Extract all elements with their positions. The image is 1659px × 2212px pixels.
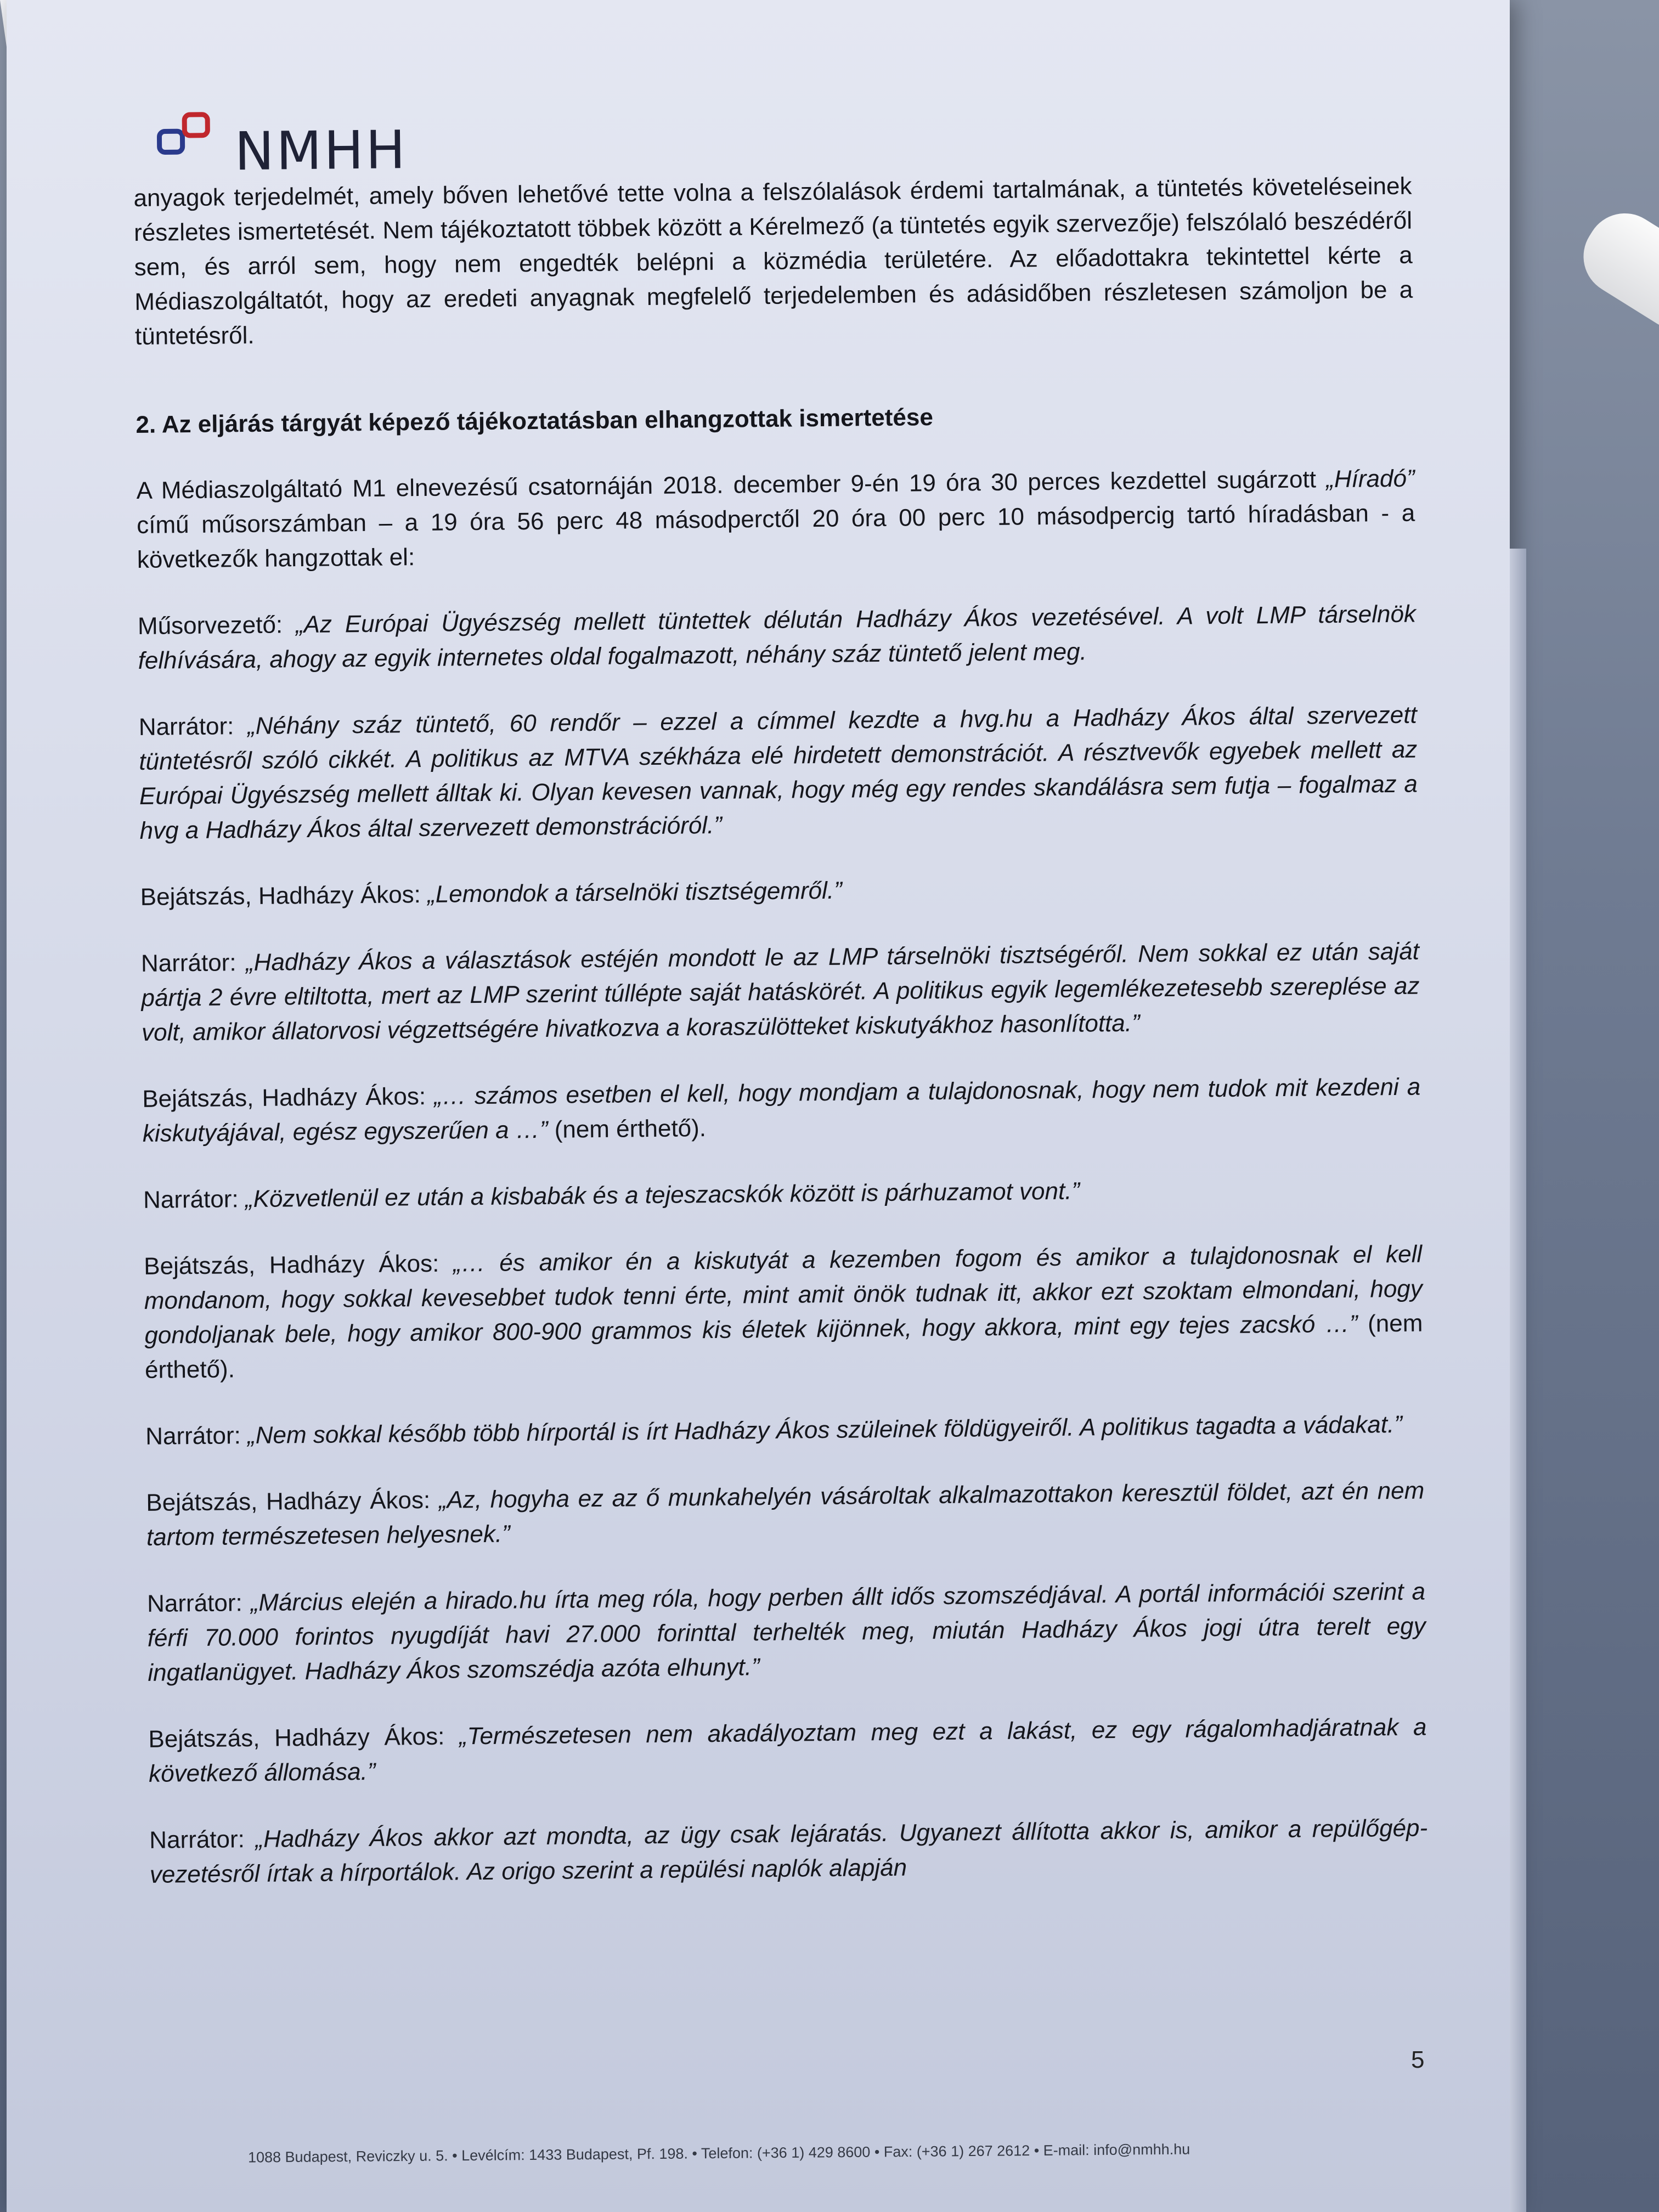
transcript-block	[141, 934, 1420, 1050]
nmhh-logo	[155, 98, 1412, 183]
speaker-label: Narrátor:	[140, 949, 246, 977]
transcript-block	[144, 1237, 1423, 1387]
intro-program-title: „Híradó”	[1325, 465, 1415, 493]
transcript-block	[140, 868, 1418, 915]
page-content	[133, 98, 1429, 1924]
opening-paragraph: anyagok terjedelmét, amely bőven lehetővé tette volna a felszólalások érdemi tartalmának, a tüntetés követeléseinek részletes ismertetését. Nem tájékoztatott többek között a Kérelmező (a tüntetés egyik szervezője) felszólaló beszédéről sem, és arról sem, hogy nem engedték belépni a közmédia területére. Az előadottakra tekintettel kérte a Médiaszolgáltatót, hogy az eredeti anyagnak megfelelő terjedelemben és adásidőben részletesen számoljon be a tüntetésről.	[133, 172, 1413, 350]
quote-text: „Az Európai Ügyészség mellett tüntettek délután Hadházy Ákos vezetésével. A volt LMP társelnök felhívására, ahogy az egyik internetes oldal fogalmazott, néhány száz tüntető jelent meg.	[138, 600, 1417, 674]
transcript-block	[143, 1171, 1421, 1217]
transcript-block	[148, 1709, 1427, 1791]
speaker-label: Bejátszás, Hadházy Ákos:	[148, 1723, 460, 1753]
quote-text: „Lemondok a társelnöki tisztségemről.”	[427, 877, 842, 908]
quote-text: „… számos esetben el kell, hogy mondjam a tulajdonosnak, hogy nem tudok mit kezdeni a kiskutyájával, egész egyszerűen a …”	[142, 1073, 1421, 1147]
transcript-block	[138, 597, 1417, 678]
quote-text: „Nem sokkal később több hírportál is írt Hadházy Ákos szüleinek földügyeiről. A politikus tagadta a vádakat.”	[247, 1410, 1403, 1449]
quote-note: (nem érthető).	[548, 1115, 707, 1143]
quote-text: „Természetesen nem akadályoztam meg ezt a lakást, ez egy rágalomhadjáratnak a következő állomása.”	[148, 1713, 1427, 1787]
section-heading: 2. Az eljárás tárgyát képező tájékoztatásban elhangzottak ismertetése	[136, 404, 934, 438]
transcript-block	[142, 1070, 1421, 1151]
speaker-label: Narrátor:	[138, 713, 248, 741]
quote-text: „Hadházy Ákos a választások estéjén mondott le az LMP társelnöki tisztségéről. Nem sokkal ez után saját pártja 2 évre eltiltotta, mert az LMP szerint túllépte saját hatáskörét. A politikus egyik legemlékezetesebb szereplése az volt, amikor állatorvosi végzettségére hivatkozva a koraszülötteket kiskutyákhoz hasonlította.”	[141, 938, 1420, 1046]
transcript-block	[149, 1810, 1428, 1892]
speaker-label: Narrátor:	[145, 1422, 248, 1450]
speaker-label: Narrátor:	[143, 1186, 246, 1214]
quote-note: (nem érthető).	[144, 1310, 1423, 1384]
quote-text: „Az, hogyha ez az ő munkahelyén vásároltak alkalmazottakon keresztül földet, azt én nem tartom természetesen helyesnek.”	[146, 1477, 1425, 1551]
quote-text: „Március elején a hirado.hu írta meg róla, hogy perben állt idős szomszédjával. A portál információi szerint a férfi 70.000 forintos nyugdíját havi 27.000 forinttal terhelték meg, miután Hadházy Ákos jogi útra terelt egy ingatlanügyet. Hadházy Ákos szomszédja azóta elhunyt.”	[147, 1578, 1426, 1686]
speaker-label: Műsorvezető:	[137, 611, 296, 640]
transcript-block	[146, 1474, 1425, 1555]
nmhh-logo-text: NMHH	[234, 119, 408, 183]
document-page	[7, 0, 1510, 2212]
page-footer-contact: 1088 Budapest, Reviczky u. 5. • Levélcím: 1433 Budapest, Pf. 198. • Telefon: (+36 1) 429 8600 • Fax: (+36 1) 267 2612 • E-mail: info@nmhh.hu	[247, 2141, 1190, 2166]
quote-text: „Hadházy Ákos akkor azt mondta, az ügy csak lejáratás. Ugyanezt állította akkor is, amikor a repülőgép-vezetésről írtak a hírportálok. Az origo szerint a repülési naplók alapján	[149, 1814, 1428, 1888]
intro-text-after: című műsorszámban – a 19 óra 56 perc 48 másodperctől 20 óra 00 perc 10 másodpercig tartó híradásban - a következők hangzottak el:	[137, 499, 1415, 573]
speaker-label: Narrátor:	[146, 1589, 251, 1617]
quote-text: „Közvetlenül ez után a kisbabák és a tejeszacskók között is párhuzamot vont.”	[245, 1177, 1080, 1213]
speaker-label: Bejátszás, Hadházy Ákos:	[142, 1082, 435, 1113]
speaker-label: Narrátor:	[149, 1826, 256, 1854]
quote-text: „Néhány száz tüntető, 60 rendőr – ezzel a címmel kezdte a hvg.hu a Hadházy Ákos által szervezett tüntetésről szóló cikkét. A politikus az MTVA székháza elé hirdetett demonstrációt. A résztvevők egyebek mellett az Európai Ügyészség mellett álltak ki. Olyan kevesen vannak, hogy még egy rendes skandálásra sem futja – fogalmaz a hvg a Hadházy Ákos által szervezett demonstrációról.”	[139, 701, 1418, 844]
intro-text-before: A Médiaszolgáltató M1 elnevezésű csatornáján 2018. december 9-én 19 óra 30 perces kezdettel sugárzott	[136, 466, 1327, 504]
quote-text: „… és amikor én a kiskutyát a kezemben fogom és amikor a tulajdonosnak el kell mondanom, hogy sokkal kevesebbet tudok tenni érte, mint amit önök tudnak itt, akkor ezt szoktam elmondani, hogy gondoljanak bele, hogy amikor 800-900 grammos kis életek kijönnek, hogy akkora, mint egy tejes zacskó …”	[144, 1240, 1423, 1349]
page-stack-edge	[1510, 549, 1526, 2212]
transcript-block	[139, 698, 1418, 848]
page-number: 5	[1411, 2046, 1425, 2073]
speaker-label: Bejátszás, Hadházy Ákos:	[144, 1250, 454, 1280]
speaker-label: Bejátszás, Hadházy Ákos:	[140, 881, 428, 911]
speaker-label: Bejátszás, Hadházy Ákos:	[146, 1486, 439, 1516]
transcript-block	[147, 1575, 1426, 1690]
transcript-block	[145, 1407, 1424, 1454]
nmhh-logo-mark-icon	[155, 109, 232, 170]
intro-paragraph	[136, 461, 1415, 577]
